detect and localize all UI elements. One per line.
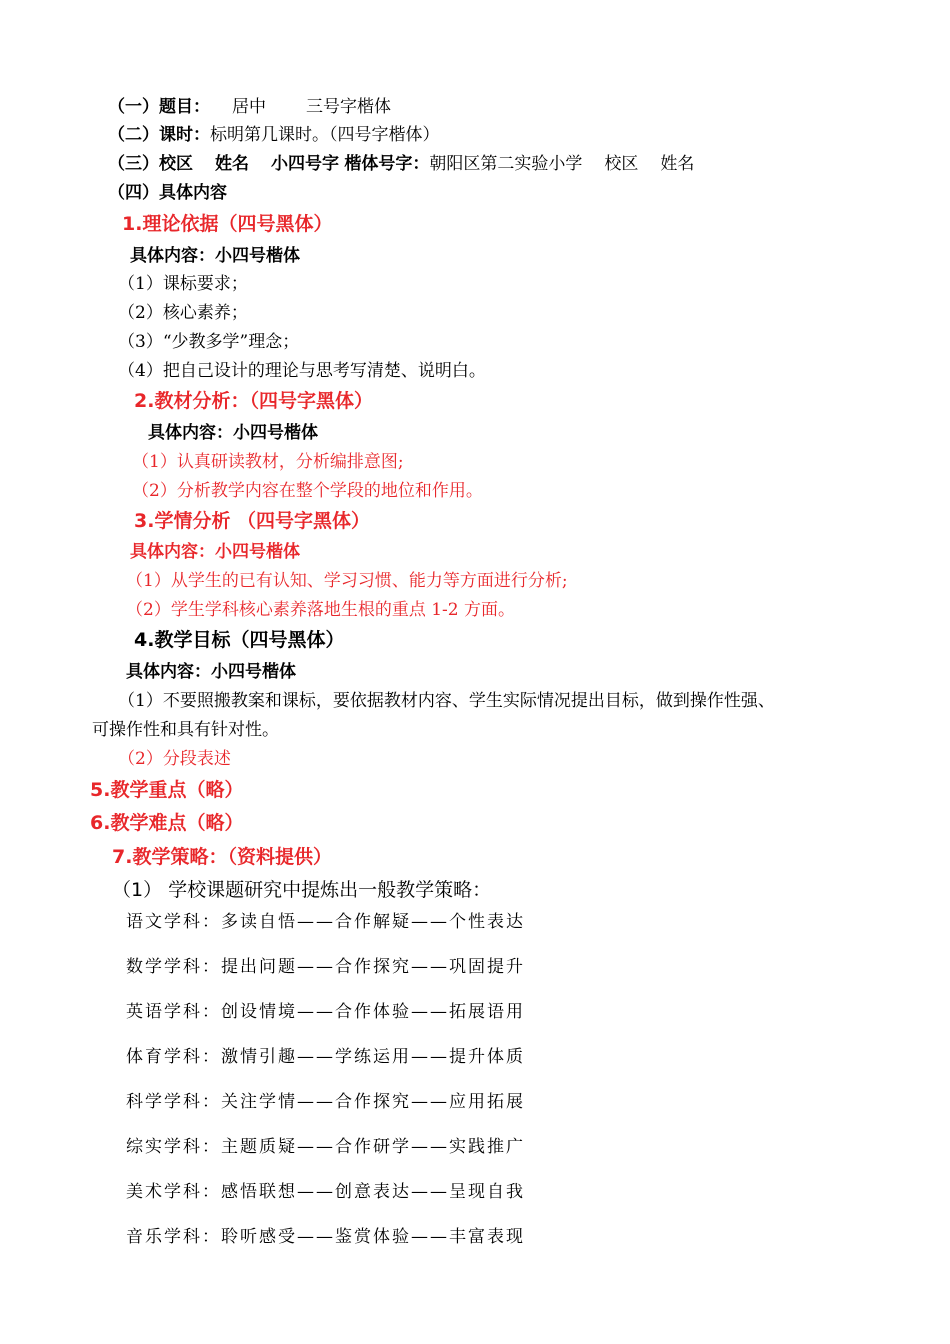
period-value: 标明第几课时。（四号字楷体）	[210, 125, 440, 145]
section-4-sub: 具体内容：小四号楷体	[126, 662, 296, 682]
title-key: （一）题目：	[108, 97, 210, 117]
period-key: （二）课时：	[108, 125, 210, 145]
section-1-item: （1）课标要求；	[118, 274, 248, 294]
title-font: 三号字楷体	[306, 97, 391, 117]
section-4-item: （2）分段表述	[118, 749, 231, 769]
section-7-sub: （1） 学校课题研究中提炼出一般教学策略：	[112, 879, 492, 901]
section-1-item: （4）把自己设计的理论与思考写清楚、说明白。	[118, 361, 486, 381]
strategy-item: 美术学科：感悟联想——创意表达——呈现自我	[126, 1182, 525, 1202]
title-line	[108, 96, 391, 118]
content-heading: （四）具体内容	[108, 183, 227, 203]
section-3-sub: 具体内容：小四号楷体	[130, 542, 300, 562]
strategy-item: 综实学科：主题质疑——合作研学——实践推广	[126, 1137, 525, 1157]
title-align: 居中	[232, 97, 266, 117]
strategy-item: 科学学科：关注学情——合作探究——应用拓展	[126, 1092, 525, 1112]
strategy-item: 数学学科：提出问题——合作探究——巩固提升	[126, 957, 525, 977]
section-5-title: 5.教学重点（略）	[90, 779, 244, 801]
period-line	[108, 124, 440, 146]
section-7-title: 7.教学策略：（资料提供）	[112, 846, 332, 868]
strategy-item: 体育学科：激情引趣——学练运用——提升体质	[126, 1047, 525, 1067]
section-1-item: （3）“少教多学”理念；	[118, 332, 300, 352]
section-4-title: 4.教学目标（四号黑体）	[134, 629, 345, 651]
campus-key: （三）校区	[108, 154, 193, 174]
section-2-sub: 具体内容：小四号楷体	[148, 423, 318, 443]
section-1-title: 1.理论依据（四号黑体）	[122, 213, 333, 235]
section-2-item: （1）认真研读教材，分析编排意图;	[132, 452, 404, 472]
strategy-item: 英语学科：创设情境——合作体验——拓展语用	[126, 1002, 525, 1022]
strategy-item: 音乐学科：聆听感受——鉴赏体验——丰富表现	[126, 1227, 525, 1247]
section-6-title: 6.教学难点（略）	[90, 812, 244, 834]
font-key: 楷体号字：	[344, 154, 430, 174]
section-2-title: 2.教材分析：（四号字黑体）	[134, 390, 373, 412]
campus-value: 校区	[604, 154, 639, 174]
section-2-item: （2）分析教学内容在整个学段的地位和作用。	[132, 481, 483, 501]
section-3-item: （1）从学生的已有认知、学习习惯、能力等方面进行分析;	[126, 571, 568, 591]
name-value: 姓名	[660, 154, 695, 174]
size-key: 小四号字	[271, 154, 339, 174]
section-3-title: 3.学情分析 （四号字黑体）	[134, 510, 371, 532]
name-key: 姓名	[215, 154, 249, 174]
section-4-para-line2: 可操作性和具有针对性。	[92, 720, 279, 740]
section-4-para-line1: （1）不要照搬教案和课标，要依据教材内容、学生实际情况提出目标，做到操作性强、	[118, 691, 775, 711]
strategy-item: 语文学科：多读自悟——合作解疑——个性表达	[126, 912, 525, 932]
section-1-sub: 具体内容：小四号楷体	[130, 246, 300, 266]
campus-line	[108, 153, 694, 175]
section-3-item: （2）学生学科核心素养落地生根的重点 1-2 方面。	[126, 600, 515, 620]
section-1-item: （2）核心素养；	[118, 303, 248, 323]
school-value: 朝阳区第二实验小学	[429, 154, 583, 174]
